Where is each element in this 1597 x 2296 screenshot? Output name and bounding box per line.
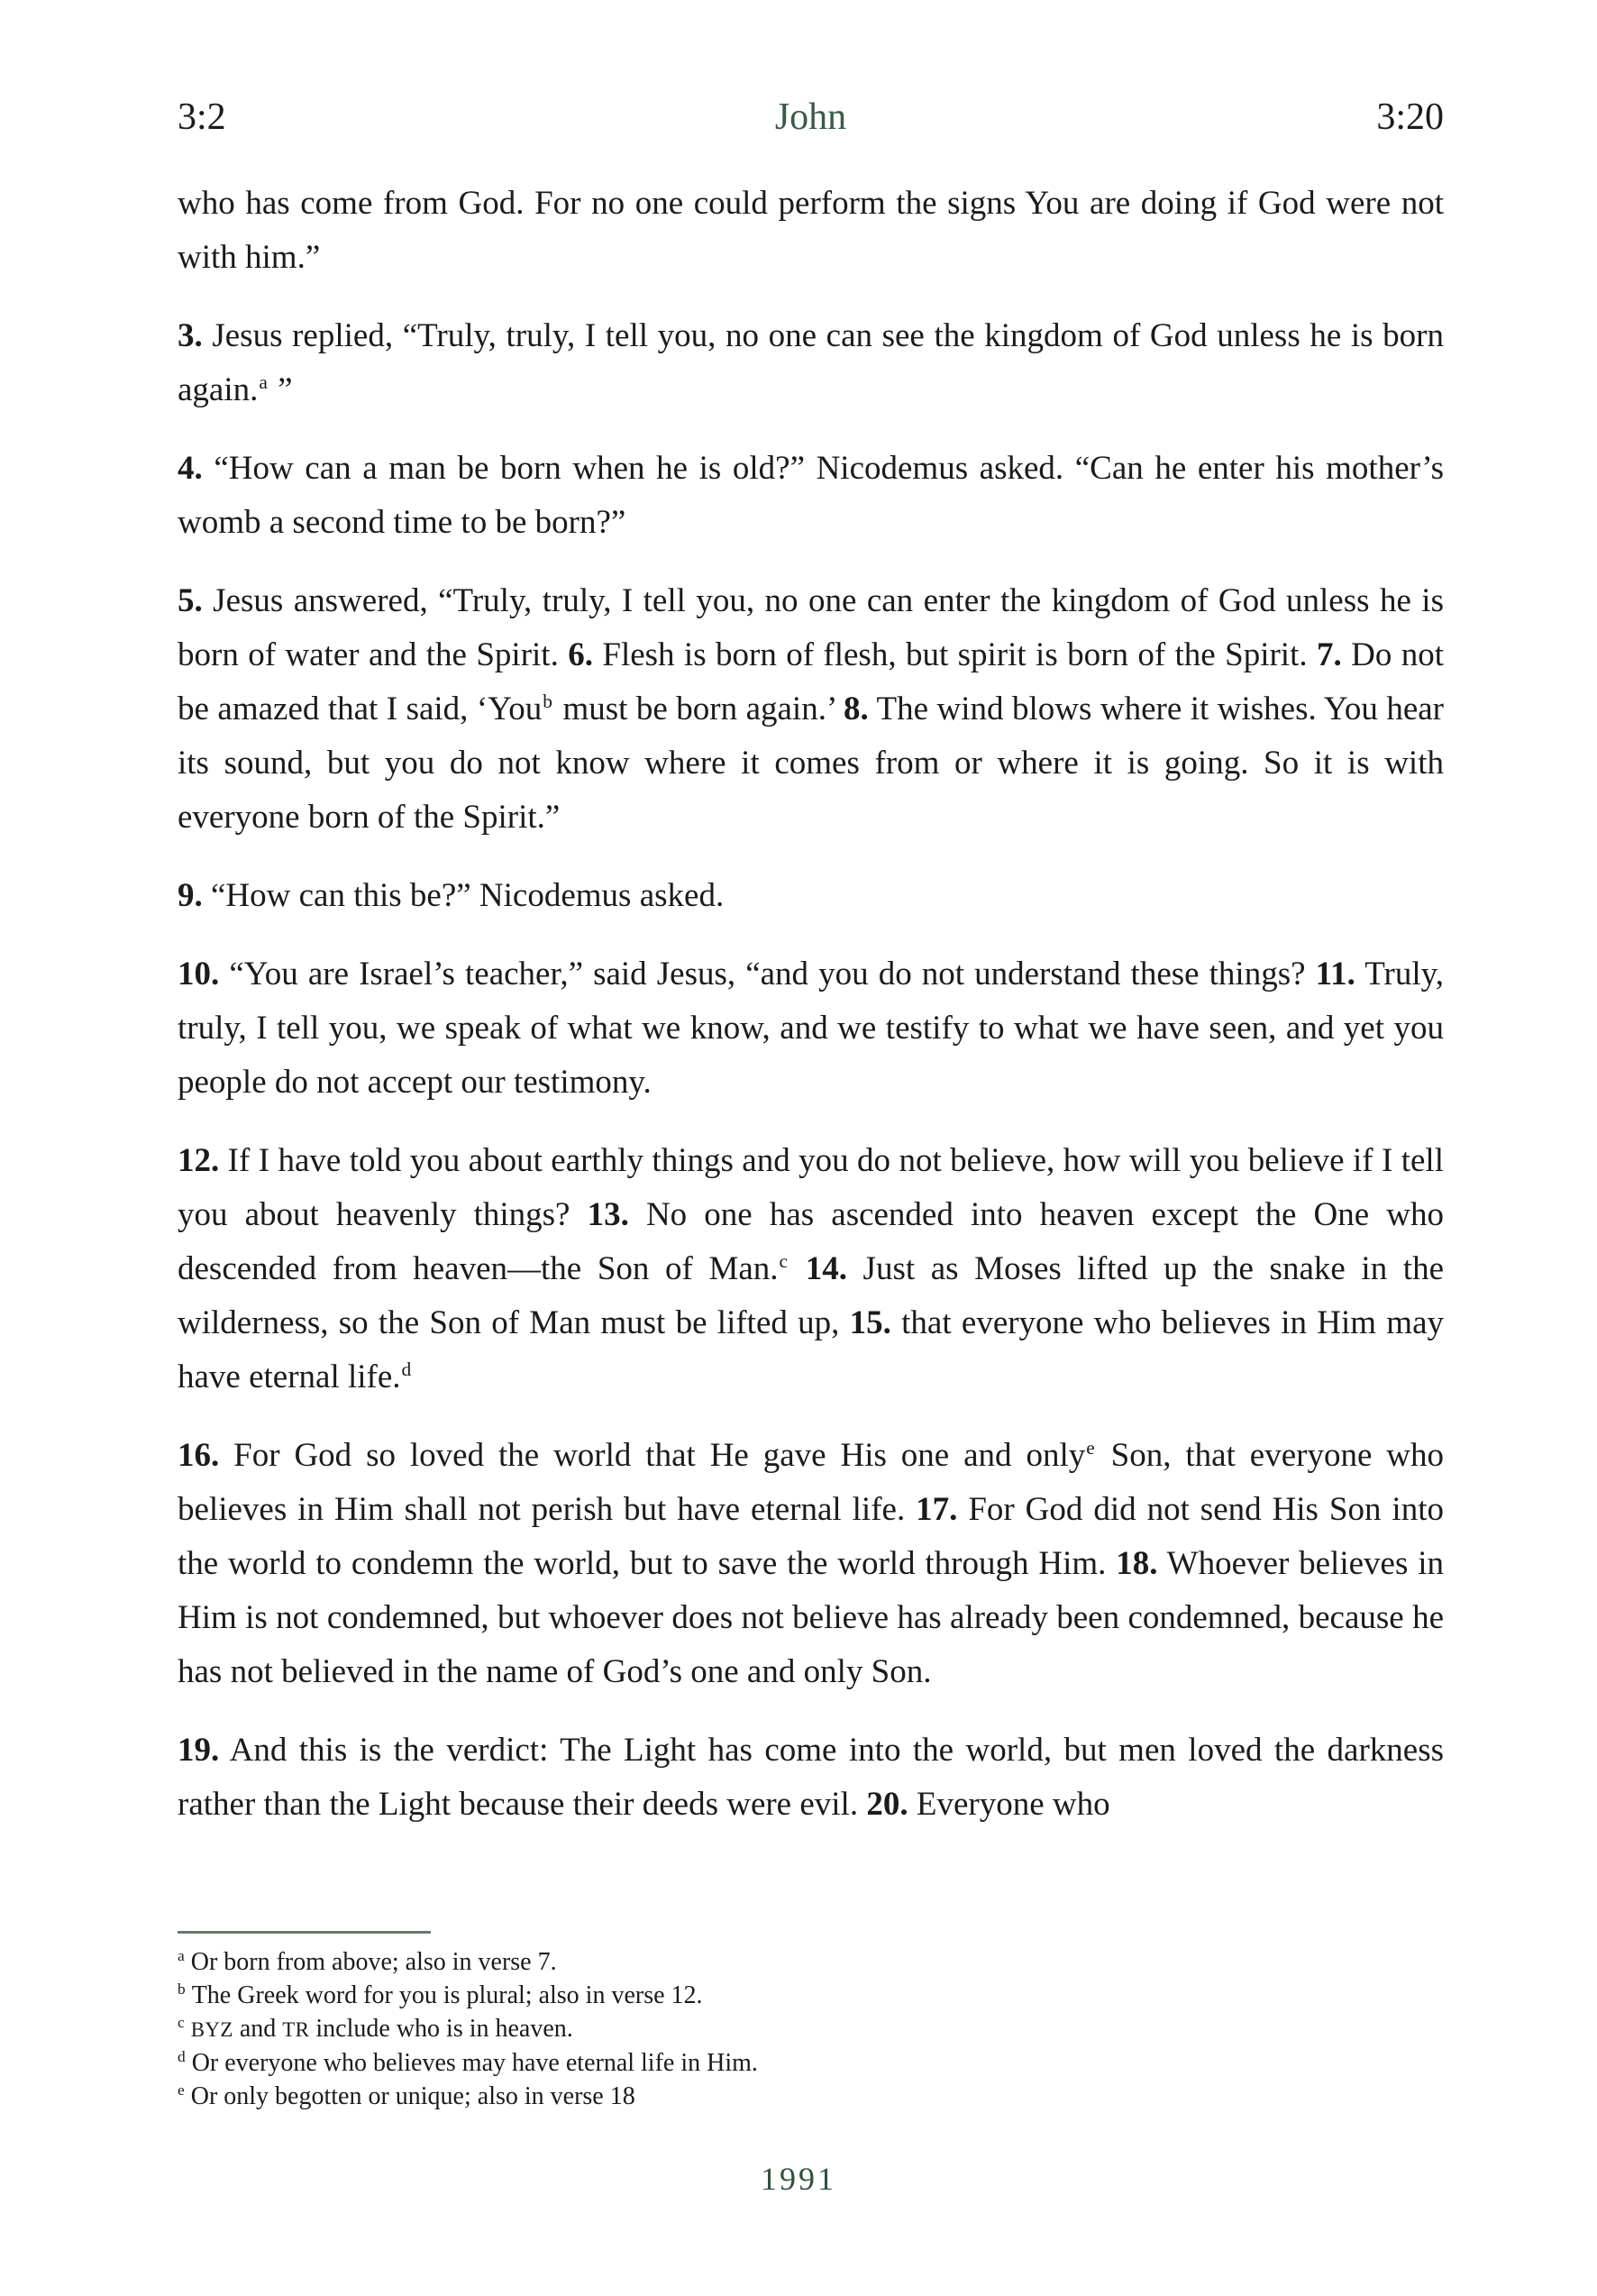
verse-number: 4. [178, 450, 203, 487]
verse-number: 18. [1116, 1545, 1158, 1582]
verse-number: 6. [568, 636, 593, 673]
footnote-letter: d [178, 2047, 186, 2065]
verse-number: 7. [1317, 636, 1342, 673]
bible-paragraph [178, 1724, 1444, 1832]
verse-text: Or born from above; also in verse 7. [190, 1948, 557, 1976]
verse-text: For God so loved the world that He gave His one and only [219, 1437, 1086, 1474]
verse-text: Flesh is born of flesh, but spirit is born of the Spirit. [592, 636, 1317, 673]
verse-number: 5. [178, 582, 203, 619]
verse-text: Jesus replied, “Truly, truly, I tell you, no one can see the kingdom of God unless he is born again. [178, 317, 1444, 408]
footnotes-block [178, 1945, 1444, 2113]
footnote-separator-rule [178, 1931, 431, 1934]
footnote-item [178, 1945, 1444, 1979]
header-verse-ref-start: 3:2 [178, 96, 226, 138]
verse-text: ” [269, 371, 293, 408]
bible-paragraph [178, 947, 1444, 1110]
verse-text: Everyone who [908, 1786, 1110, 1823]
footnote-item [178, 2080, 1444, 2113]
verse-text: Do not be amazed that I said, ‘You [178, 636, 1445, 727]
verse-text: Truly, truly, I tell you, we speak of what we know, and we testify to what we have seen, and yet you people do not accept our testimony. [178, 956, 1444, 1101]
verse-number: 11. [1315, 956, 1355, 992]
footnote-letter: a [178, 1946, 185, 1964]
footnote-marker[interactable]: a [259, 370, 268, 393]
smallcaps-source-abbrev: TR [282, 2018, 310, 2041]
bible-paragraph [178, 309, 1444, 417]
footnote-item [178, 1979, 1444, 2012]
verse-number: 13. [587, 1196, 629, 1233]
verse-number: 3. [178, 317, 203, 354]
verse-text: include who is in heaven. [309, 2015, 573, 2043]
bible-paragraph [178, 177, 1444, 285]
footnote-item [178, 2046, 1444, 2080]
footnote-marker[interactable]: e [1086, 1436, 1095, 1459]
bible-paragraph [178, 442, 1444, 550]
verse-number: 15. [849, 1304, 891, 1341]
verse-number: 17. [916, 1491, 958, 1528]
footnote-letter: b [178, 1980, 186, 1998]
verse-text: Son, that everyone who believes in Him shall not perish but have eternal life. [178, 1437, 1444, 1528]
footnote-marker[interactable]: d [401, 1358, 412, 1380]
verse-text: If I have told you about earthly things and you do not believe, how will you believe if I tell you about heavenly things? [178, 1142, 1444, 1233]
bible-paragraph [178, 1134, 1444, 1404]
verse-text: The wind blows where it wishes. You hear its sound, but you do not know where it comes from or where it is going. So it is with everyone born of the Spirit.” [178, 691, 1445, 836]
header-book-title: John [774, 96, 847, 138]
verse-number: 8. [844, 691, 869, 727]
header-verse-ref-end: 3:20 [1376, 96, 1445, 138]
footnote-letter: e [178, 2081, 185, 2099]
footnote-letter: c [178, 2013, 185, 2031]
verse-text: Or everyone who believes may have eternal life in Him. [191, 2049, 758, 2077]
verse-text: Jesus answered, “Truly, truly, I tell you, no one can enter the kingdom of God unless he is born of water and the Spirit. [178, 582, 1444, 673]
verse-number: 19. [178, 1732, 220, 1769]
verse-text: “How can this be?” Nicodemus asked. [202, 877, 725, 914]
verse-number: 9. [178, 877, 203, 914]
bible-paragraph [178, 574, 1444, 845]
verse-text: “How can a man be born when he is old?” Nicodemus asked. “Can he enter his mother’s womb a second time to be born?” [178, 450, 1444, 541]
bible-paragraph [178, 869, 1444, 923]
footnote-marker[interactable]: c [779, 1249, 789, 1272]
verse-text: and [233, 2015, 283, 2043]
verse-text [789, 1250, 806, 1287]
verse-text: Or only begotten or unique; also in verse 18 [190, 2082, 635, 2110]
verse-number: 14. [805, 1250, 847, 1287]
verse-text: Whoever believes in Him is not condemned, but whoever does not believe has already been condemned, because he has not believed in the name of God’s one and only Son. [178, 1545, 1444, 1690]
verse-text: And this is the verdict: The Light has come into the world, but men loved the darkness rather than the Light because their deeds were evil. [178, 1732, 1444, 1823]
verse-text: must be born again.’ [553, 691, 844, 727]
verse-text: that everyone who believes in Him may have eternal life. [178, 1304, 1444, 1395]
verse-number: 20. [866, 1786, 908, 1823]
verse-text: “You are Israel’s teacher,” said Jesus, “and you do not understand these things? [219, 956, 1316, 992]
running-header [178, 94, 1444, 141]
page-number: 1991 [761, 2161, 836, 2197]
verse-number: 10. [178, 956, 220, 992]
verse-number: 16. [178, 1437, 220, 1474]
scripture-body [178, 177, 1444, 1856]
footnote-marker[interactable]: b [543, 690, 552, 712]
verse-number: 12. [178, 1142, 220, 1179]
verse-text: Just as Moses lifted up the snake in the wilderness, so the Son of Man must be lifted up, [178, 1250, 1445, 1341]
bible-paragraph [178, 1429, 1444, 1699]
verse-text: For God did not send His Son into the world to condemn the world, but to save the world through Him. [178, 1491, 1444, 1582]
verse-text: who has come from God. For no one could perform the signs You are doing if God were not with him.” [178, 185, 1444, 276]
verse-text: No one has ascended into heaven except the One who descended from heaven—the Son of Man. [178, 1196, 1444, 1287]
smallcaps-source-abbrev: BYZ [190, 2018, 233, 2041]
verse-text: The Greek word for you is plural; also in verse 12. [191, 1981, 703, 2009]
footnote-item [178, 2012, 1444, 2046]
